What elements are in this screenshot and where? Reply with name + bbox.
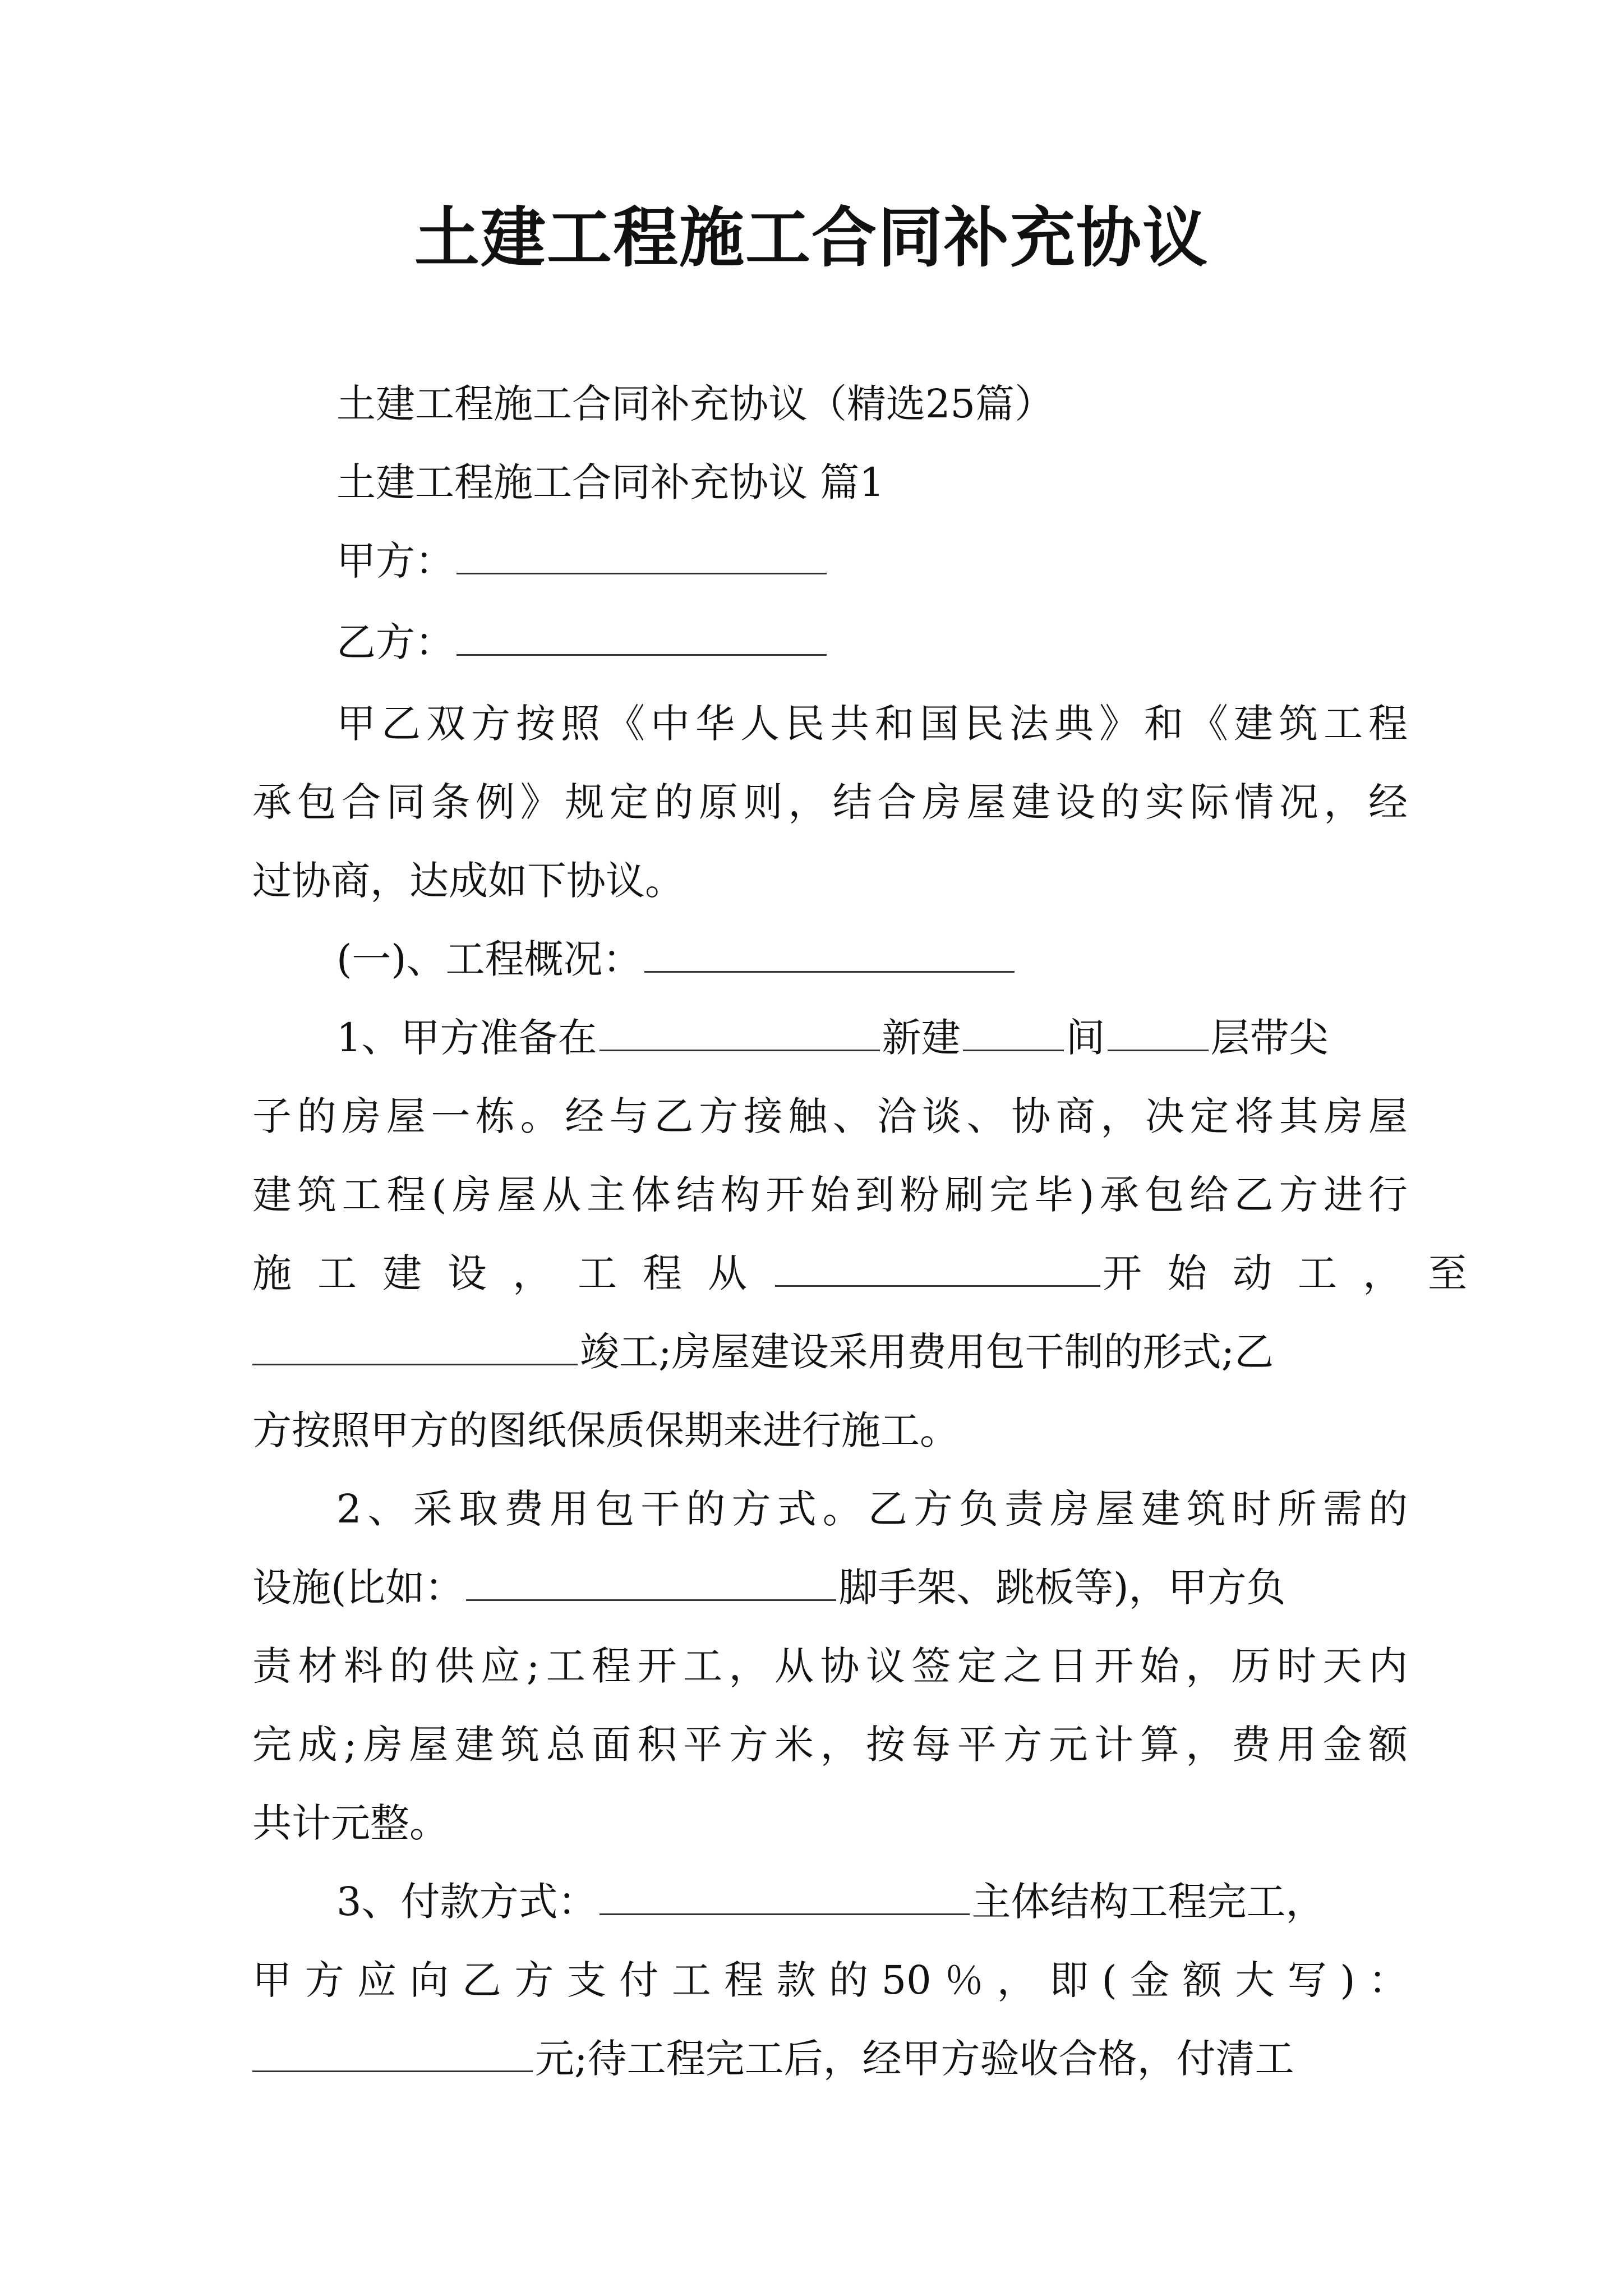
party-b-blank <box>457 615 827 656</box>
text-segment: 设施(比如： <box>252 1565 464 1611</box>
intro-line: 过协商，达成如下协议。 <box>252 858 684 904</box>
text-segment: 元;待工程完工后，经甲方验收合格，付清工 <box>535 2036 1294 2082</box>
text-segment: 间 <box>1066 1015 1105 1061</box>
end-date-blank <box>252 1324 578 1365</box>
rooms-blank <box>963 1010 1064 1051</box>
intro-line: 承包合同条例》规定的原则，结合房屋建设的实际情况，经 <box>252 779 1408 825</box>
text-segment: 1、甲方准备在 <box>336 1015 597 1061</box>
text-segment: 竣工;房屋建设采用费用包干制的形式;乙 <box>580 1329 1274 1375</box>
text-segment: 施工建设，工程从 <box>252 1250 773 1296</box>
intro-line: 甲乙双方按照《中华人民共和国民法典》和《建筑工程 <box>336 701 1408 747</box>
paragraph-3-line <box>252 2031 1408 2087</box>
party-a-blank <box>457 533 827 574</box>
document-title: 土建工程施工合同补充协议 <box>414 200 1209 276</box>
paragraph-1-line: 子的房屋一栋。经与乙方接触、洽谈、协商，决定将其房屋 <box>252 1093 1408 1139</box>
paragraph-1-line: 方按照甲方的图纸保质保期来进行施工。 <box>252 1407 959 1453</box>
party-a-line <box>336 533 1408 589</box>
paragraph-1-line <box>336 1010 1408 1066</box>
paragraph-2-line: 2、采取费用包干的方式。乙方负责房屋建筑时所需的 <box>336 1486 1408 1532</box>
amount-blank <box>252 2031 533 2072</box>
payment-blank <box>600 1874 970 1915</box>
floors-blank <box>1108 1010 1209 1051</box>
paragraph-1-line: 建筑工程(房屋从主体结构开始到粉刷完毕)承包给乙方进行 <box>252 1172 1408 1218</box>
overview-blank <box>644 932 1015 973</box>
paragraph-2-line <box>252 1559 1408 1616</box>
paragraph-2-line: 责材料的供应;工程开工，从协议签定之日开始，历时天内 <box>252 1643 1408 1689</box>
overview-label: (一)、工程概况： <box>336 936 642 982</box>
text-segment: 脚手架、跳板等)，甲方负 <box>838 1565 1286 1611</box>
document-subtitle: 土建工程施工合同补充协议（精选25篇） <box>336 381 1054 427</box>
paragraph-1-line <box>252 1324 1408 1380</box>
overview-line <box>336 931 1408 987</box>
party-b-label: 乙方： <box>336 619 454 665</box>
text-segment: 新建 <box>882 1015 961 1061</box>
start-date-blank <box>775 1246 1100 1287</box>
party-b-line <box>336 614 1408 670</box>
paragraph-3-line <box>336 1874 1408 1930</box>
facilities-blank <box>466 1560 836 1601</box>
paragraph-2-line: 共计元整。 <box>252 1800 449 1846</box>
paragraph-3-line: 甲方应向乙方支付工程款的50％，即(金额大写)： <box>252 1957 1408 2003</box>
party-a-label: 甲方： <box>336 538 454 584</box>
text-segment: 开始动工，至 <box>1103 1250 1493 1296</box>
text-segment: 3、付款方式： <box>336 1879 597 1925</box>
text-segment: 主体结构工程完工， <box>971 1879 1325 1925</box>
section-heading: 土建工程施工合同补充协议 篇1 <box>336 459 884 505</box>
paragraph-2-line: 完成;房屋建筑总面积平方米，按每平方元计算，费用金额 <box>252 1722 1408 1768</box>
location-blank <box>600 1010 880 1051</box>
text-segment: 层带尖 <box>1210 1015 1329 1061</box>
paragraph-1-line <box>252 1245 1493 1301</box>
